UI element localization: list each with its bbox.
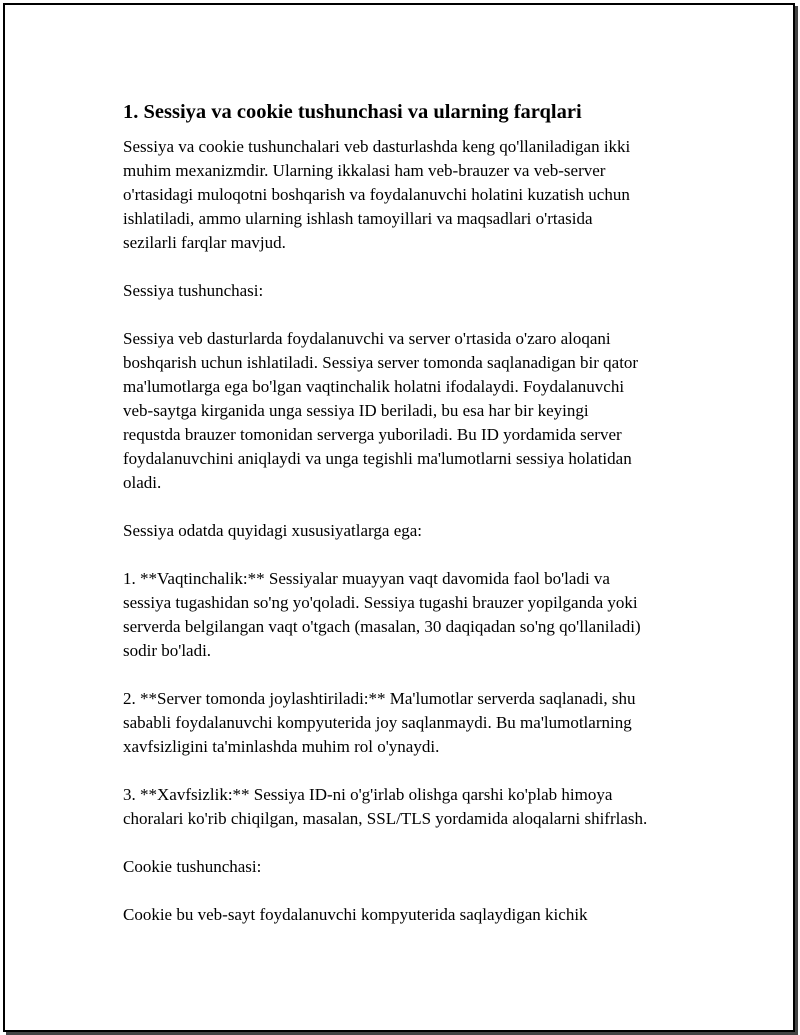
text-line: sessiya tugashidan so'ng yo'qoladi. Sessiya tugashi brauzer yopilganda yoki [123, 593, 638, 612]
text-line: foydalanuvchini aniqlaydi va unga tegishli ma'lumotlarni sessiya holatidan [123, 449, 632, 468]
text-line: 3. **Xavfsizlik:** Sessiya ID-ni o'g'irlab olishga qarshi ko'plab himoya [123, 785, 613, 804]
text-line: serverda belgilangan vaqt o'tgach (masalan, 30 daqiqadan so'ng qo'llaniladi) [123, 617, 641, 636]
text-line: boshqarish uchun ishlatiladi. Sessiya server tomonda saqlanadigan bir qator [123, 353, 639, 372]
text-line: 1. **Vaqtinchalik:** Sessiyalar muayyan vaqt davomida faol bo'ladi va [123, 569, 610, 588]
text-line: sababli foydalanuvchi kompyuterida joy saqlanmaydi. Bu ma'lumotlarning [123, 713, 632, 732]
paragraph-intro [123, 135, 703, 255]
document-body [123, 99, 703, 927]
text-line: oladi. [123, 473, 162, 492]
paragraph-gap [123, 255, 703, 279]
paragraph-session-definition [123, 327, 703, 495]
text-line: 2. **Server tomonda joylashtiriladi:** Ma'lumotlar serverda saqlanadi, shu [123, 689, 636, 708]
list-item-security [123, 783, 703, 831]
text-line: muhim mexanizmdir. Ularning ikkalasi ham veb-brauzer va veb-server [123, 161, 606, 180]
text-line: Cookie bu veb-sayt foydalanuvchi kompyuterida saqlaydigan kichik [123, 905, 588, 924]
section-heading-cookie [123, 855, 703, 879]
list-item-server-side [123, 687, 703, 759]
paragraph-gap [123, 303, 703, 327]
paragraph-gap [123, 495, 703, 519]
text-line: Sessiya va cookie tushunchalari veb dasturlashda keng qo'llaniladigan ikki [123, 137, 631, 156]
text-line: ishlatiladi, ammo ularning ishlash tamoyillari va maqsadlari o'rtasida [123, 209, 593, 228]
text-line: choralari ko'rib chiqilgan, masalan, SSL/TLS yordamida aloqalarni shifrlash. [123, 809, 648, 828]
text-line: Cookie tushunchasi: [123, 857, 262, 876]
text-line: requstda brauzer tomonidan serverga yuboriladi. Bu ID yordamida server [123, 425, 622, 444]
text-line: ma'lumotlarga ega bo'lgan vaqtinchalik holatni ifodalaydi. Foydalanuvchi [123, 377, 625, 396]
document-page [3, 3, 795, 1032]
paragraph-gap [123, 879, 703, 903]
text-line: Sessiya tushunchasi: [123, 281, 264, 300]
text-line: sodir bo'ladi. [123, 641, 212, 660]
paragraph-gap [123, 663, 703, 687]
paragraph-gap [123, 543, 703, 567]
paragraph-cookie-definition [123, 903, 703, 927]
text-line: veb-saytga kirganida unga sessiya ID beriladi, bu esa har bir keyingi [123, 401, 589, 420]
text-line: Sessiya veb dasturlarda foydalanuvchi va server o'rtasida o'zaro aloqani [123, 329, 611, 348]
document-title: 1. Sessiya va cookie tushunchasi va ularning farqlari [123, 101, 582, 123]
list-item-temporary [123, 567, 703, 663]
paragraph-gap [123, 831, 703, 855]
paragraph-gap [123, 759, 703, 783]
text-line: o'rtasidagi muloqotni boshqarish va foydalanuvchi holatini kuzatish uchun [123, 185, 630, 204]
text-line: Sessiya odatda quyidagi xususiyatlarga ega: [123, 521, 423, 540]
paragraph-session-features-intro [123, 519, 703, 543]
section-heading-session [123, 279, 703, 303]
text-line: xavfsizligini ta'minlashda muhim rol o'ynaydi. [123, 737, 440, 756]
text-line: sezilarli farqlar mavjud. [123, 233, 286, 252]
